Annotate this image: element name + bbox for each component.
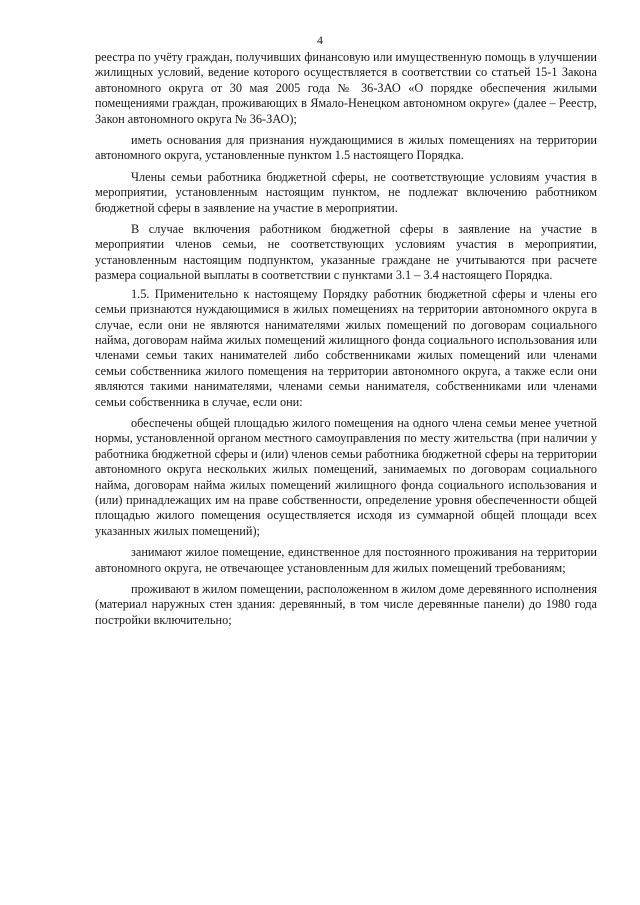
- paragraph-area-below-norm: обеспечены общей площадью жилого помещения на одного члена семьи менее учетной нормы, установленной органом местного самоуправления по месту жительства (при наличии у работника бюджетной сферы и (или) членов семьи работника бюджетной сферы на территории автономного округа нескольких жилых помещений, занимаемых по договорам социального найма, договорам найма жилых помещений жилищного фонда социального использования и (или) принадлежащих им на праве собственности, определение уровня обеспеченности общей площадью жилого помещения осуществляется исходя из суммарной общей площади всех указанных жилых помещений);: [95, 415, 597, 538]
- paragraph-wooden-house: проживают в жилом помещении, расположенном в жилом доме деревянного исполнения (материал наружных стен здания: деревянный, в том числе деревянные панели) до 1980 года постройки включительно;: [95, 582, 597, 627]
- paragraph-clause-1-5: 1.5. Применительно к настоящему Порядку работник бюджетной сферы и члены его семьи признаются нуждающимися в жилых помещениях на территории автономного округа в случае, если они не являются нанимателями жилых помещений по договорам социального найма, договорам найма жилых помещений жилищного фонда социального использования или членами семьи таких нанимателей либо собственниками жилых помещений или членами семьи собственника жилого помещения на территории автономного округа, а также если они являются такими нанимателями, членами семьи нанимателя, собственниками или членами семьи собственника в случае, если они:: [95, 286, 597, 409]
- paragraph-registry-continuation: реестра по учёту граждан, получивших финансовую или имущественную помощь в улучшении жилищных условий, ведение которого осуществляется в соответствии со статьей 15-1 Закона автономного округа от 30 мая 2005 года № 36-ЗАО «О порядке обеспечения жилыми помещениями граждан, проживающих в Ямало-Ненецком автономном округе» (далее – Реестр, Закон автономного округа № 36-ЗАО);: [95, 50, 597, 126]
- document-body: [95, 50, 597, 631]
- paragraph-inclusion-consequence: В случае включения работником бюджетной сферы в заявление на участие в мероприятии членов семьи, не соответствующих условиям участия в мероприятии, установленным настоящим подпунктом, указанные граждане не учитываются при расчете размера социальной выплаты в соответствии с пунктами 3.1 – 3.4 настоящего Порядка.: [95, 222, 597, 283]
- paragraph-unfit-dwelling: занимают жилое помещение, единственное для постоянного проживания на территории автономного округа, не отвечающее установленным для жилых помещений требованиям;: [95, 545, 597, 575]
- paragraph-grounds-for-need: иметь основания для признания нуждающимися в жилых помещениях на территории автономного округа, установленные пунктом 1.5 настоящего Порядка.: [95, 133, 597, 163]
- page-number: 4: [317, 33, 323, 47]
- paragraph-family-members-excluded: Члены семьи работника бюджетной сферы, не соответствующие условиям участия в мероприятии, установленным настоящим пунктом, не подлежат включению работником бюджетной сферы в заявление на участие в мероприятии.: [95, 169, 597, 215]
